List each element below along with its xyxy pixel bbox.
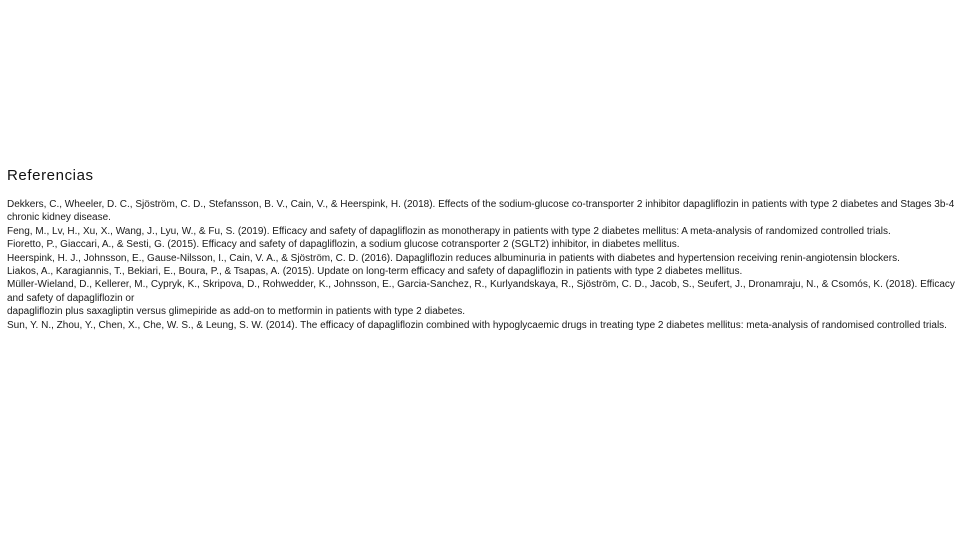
reference-item: dapagliflozin plus saxagliptin versus glimepiride as add-on to metformin in patients with type 2 diabetes. — [7, 306, 466, 318]
reference-item: Fioretto, P., Giaccari, A., & Sesti, G. (2015). Efficacy and safety of dapagliflozin, a sodium glucose cotransporter 2 (SGLT2) inhibitor, in diabetes mellitus. — [7, 239, 680, 251]
reference-item: Heerspink, H. J., Johnsson, E., Gause-Nilsson, I., Cain, V. A., & Sjöström, C. D. (2016). Dapagliflozin reduces albuminuria in patients with diabetes and hypertension receiving renin-angiotensin blockers. — [7, 252, 900, 264]
reference-item: Dekkers, C., Wheeler, D. C., Sjöström, C. D., Stefansson, B. V., Cain, V., & Heerspink, H. (2018). Effects of the sodium-glucose co-transporter 2 inhibitor dapagliflozin in patients with type 2 diabetes and Stages 3b-4 chronic kidney disease. — [7, 199, 955, 224]
page-title: Referencias — [7, 167, 94, 184]
reference-item: Feng, M., Lv, H., Xu, X., Wang, J., Lyu, W., & Fu, S. (2019). Efficacy and safety of dapagliflozin as monotherapy in patients with type 2 diabetes mellitus: A meta-analysis of randomized controlled trials. — [7, 225, 891, 237]
reference-item: Müller-Wieland, D., Kellerer, M., Cypryk, K., Skripova, D., Rohwedder, K., Johnsson, E., Garcia-Sanchez, R., Kurlyandskaya, R., Sjöström, C. D., Jacob, S., Seufert, J., Dronamraju, N., & Csomós, K. (2018). Efficacy and safety of dapagliflozin or — [7, 279, 955, 304]
reference-item: Sun, Y. N., Zhou, Y., Chen, X., Che, W. S., & Leung, S. W. (2014). The efficacy of dapagliflozin combined with hypoglycaemic drugs in treating type 2 diabetes mellitus: meta-analysis of randomised controlled trials. — [7, 319, 947, 331]
reference-item: Liakos, A., Karagiannis, T., Bekiari, E., Boura, P., & Tsapas, A. (2015). Update on long-term efficacy and safety of dapagliflozin in patients with type 2 diabetes mellitus. — [7, 266, 743, 278]
reference-list — [7, 198, 955, 332]
